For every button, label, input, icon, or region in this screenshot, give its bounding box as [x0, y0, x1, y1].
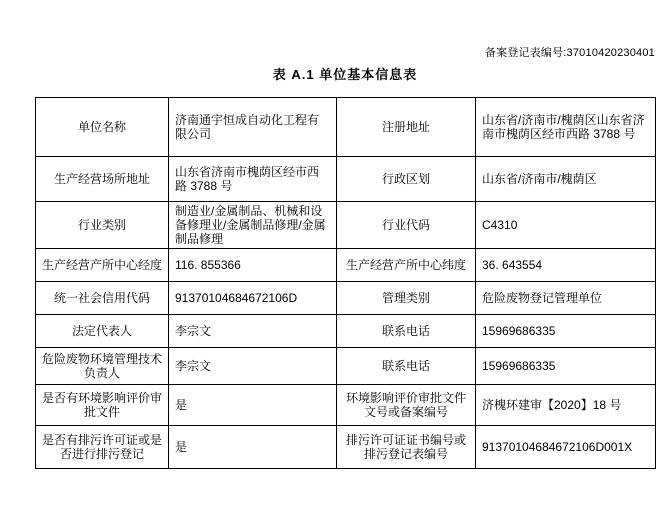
- table-row: [36, 315, 656, 348]
- field-label-right: 管理类别: [337, 282, 476, 315]
- table-row: [36, 249, 656, 282]
- field-value-right: 危险废物登记管理单位: [476, 282, 656, 315]
- table-title: 表 A.1 单位基本信息表: [272, 67, 418, 82]
- table-row: [36, 426, 656, 469]
- filing-number-note: 备案登记表编号:37010420230401: [484, 47, 655, 59]
- unit-info-table-body: [36, 98, 656, 469]
- field-value-left: 制造业/金属制品、机械和设备修理业/金属制品修理/金属制品修理: [169, 202, 337, 249]
- field-label-left: 法定代表人: [36, 315, 169, 348]
- field-value-left: 济南通宇恒成自动化工程有限公司: [169, 98, 337, 157]
- field-value-right: 山东省/济南市/槐荫区山东省济南市槐荫区经市西路 3788 号: [476, 98, 656, 157]
- field-value-left: 是: [169, 385, 337, 426]
- field-label-right: 联系电话: [337, 315, 476, 348]
- field-label-right: 行业代码: [337, 202, 476, 249]
- field-label-left: 是否有环境影响评价审批文件: [36, 385, 169, 426]
- table-row: [36, 98, 656, 157]
- field-value-left: 116. 855366: [169, 249, 337, 282]
- field-label-left: 单位名称: [36, 98, 169, 157]
- table-row: [36, 348, 656, 385]
- field-value-right: 15969686335: [476, 348, 656, 385]
- field-value-left: 李宗文: [169, 348, 337, 385]
- table-row: [36, 202, 656, 249]
- field-label-right: 注册地址: [337, 98, 476, 157]
- field-label-left: 生产经营场所地址: [36, 157, 169, 202]
- field-label-left: 生产经营产所中心经度: [36, 249, 169, 282]
- table-row: [36, 282, 656, 315]
- field-label-right: 环境影响评价审批文件文号或备案编号: [337, 385, 476, 426]
- field-value-right: 15969686335: [476, 315, 656, 348]
- field-label-right: 生产经营产所中心纬度: [337, 249, 476, 282]
- field-value-right: 36. 643554: [476, 249, 656, 282]
- field-label-right: 联系电话: [337, 348, 476, 385]
- table-row: [36, 157, 656, 202]
- field-label-left: 是否有排污许可证或是否进行排污登记: [36, 426, 169, 469]
- field-label-right: 行政区划: [337, 157, 476, 202]
- field-label-left: 统一社会信用代码: [36, 282, 169, 315]
- unit-info-table: [35, 97, 656, 469]
- field-label-left: 行业类别: [36, 202, 169, 249]
- field-value-right: 91370104684672106D001X: [476, 426, 656, 469]
- field-value-left: 山东省济南市槐荫区经市西路 3788 号: [169, 157, 337, 202]
- field-value-left: 是: [169, 426, 337, 469]
- field-value-right: 山东省/济南市/槐荫区: [476, 157, 656, 202]
- field-value-right: 济槐环建审【2020】18 号: [476, 385, 656, 426]
- field-label-left: 危险废物环境管理技术负责人: [36, 348, 169, 385]
- table-row: [36, 385, 656, 426]
- field-value-right: C4310: [476, 202, 656, 249]
- field-value-left: 91370104684672106D: [169, 282, 337, 315]
- field-value-left: 李宗文: [169, 315, 337, 348]
- field-label-right: 排污许可证证书编号或排污登记表编号: [337, 426, 476, 469]
